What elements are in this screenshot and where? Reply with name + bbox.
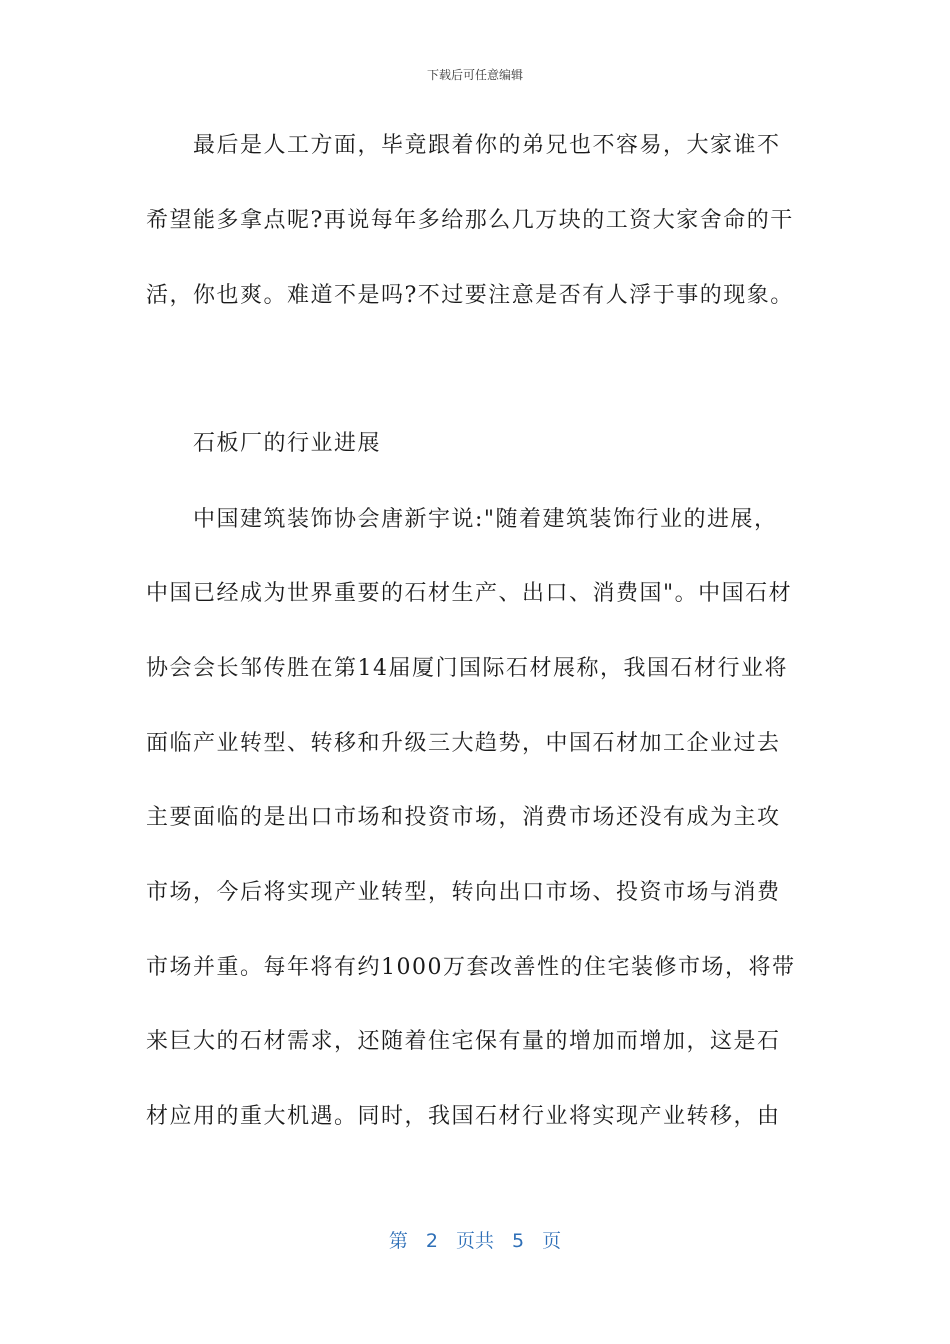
paragraph-line: 中国已经成为世界重要的石材生产、出口、消费国"。中国石材 <box>146 581 793 606</box>
paragraph-line: 面临产业转型、转移和升级三大趋势，中国石材加工企业过去 <box>146 731 781 756</box>
paragraph-line: 希望能多拿点呢?再说每年多给那么几万块的工资大家舍命的干 <box>146 208 794 233</box>
page-prefix: 第 <box>388 1230 408 1252</box>
paragraph-line: 中国建筑装饰协会唐新宇说:"随着建筑装饰行业的进展， <box>193 507 778 532</box>
header-note: 下载后可任意编辑 <box>426 68 523 82</box>
paragraph-line: 材应用的重大机遇。同时，我国石材行业将实现产业转移，由 <box>146 1104 781 1129</box>
paragraph-line: 市场，今后将实现产业转型，转向出口市场、投资市场与消费 <box>146 880 781 905</box>
page-total: 5 <box>512 1230 525 1252</box>
paragraph-line: 协会会长邹传胜在第14届厦门国际石材展称，我国石材行业将 <box>146 656 788 681</box>
paragraph-line: 主要面临的是出口市场和投资市场，消费市场还没有成为主攻 <box>146 805 781 830</box>
paragraph-line: 来巨大的石材需求，还随着住宅保有量的增加而增加，这是石 <box>146 1029 781 1054</box>
paragraph-line: 市场并重。每年将有约1000万套改善性的住宅装修市场，将带 <box>146 955 796 980</box>
paragraph-line: 最后是人工方面，毕竟跟着你的弟兄也不容易，大家谁不 <box>193 133 781 158</box>
page-current: 2 <box>425 1230 438 1252</box>
section-heading: 石板厂的行业进展 <box>193 431 382 456</box>
paragraph-line: 活，你也爽。难道不是吗?不过要注意是否有人浮于事的现象。 <box>146 283 794 308</box>
page-number-footer <box>0 1226 950 1253</box>
page-suffix: 页 <box>542 1230 562 1252</box>
page-mid: 页共 <box>455 1230 494 1252</box>
